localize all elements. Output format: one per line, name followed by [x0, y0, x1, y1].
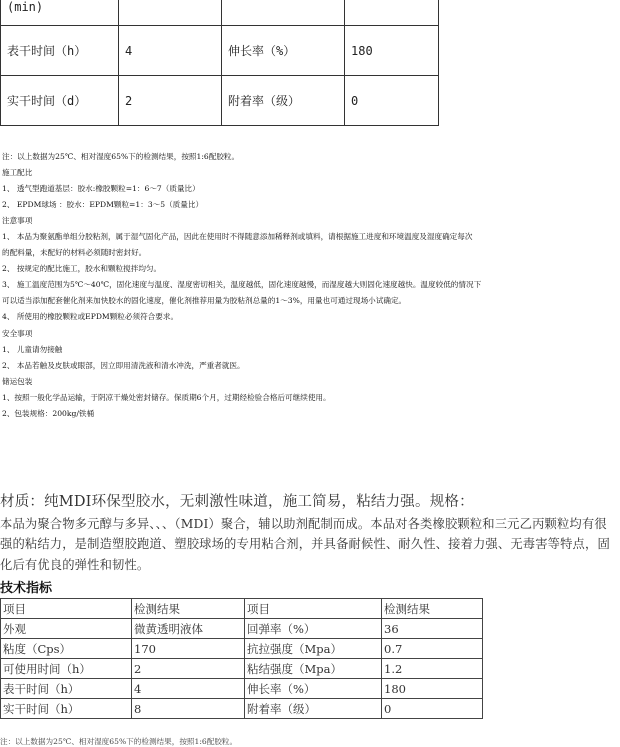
table-cell: 粘度（Cps） — [1, 639, 132, 659]
table-cell: 4 — [132, 679, 245, 699]
table-cell: 2 — [119, 76, 222, 126]
table-cell: 表干时间（h） — [1, 679, 132, 699]
note-line: 1、 本品为聚氨酯单组分胶粘剂，属于湿气固化产品，因此在使用时不得随意添加稀释剂或填料，请根据施工进度和环境温度及湿度确定每次 — [2, 232, 473, 242]
table-cell: 实干时间（d） — [1, 76, 119, 126]
table-row — [1, 679, 483, 699]
table-cell: 0.7 — [382, 639, 483, 659]
note-line: 4、 所使用的橡胶颗粒或EPDM颗粒必须符合要求。 — [2, 312, 179, 322]
table-cell: 可使用时间（h） — [1, 659, 132, 679]
cut-off-note: 注：以上数据为25℃、相对湿度65%下的检测结果，按照1:6配胶粒。 — [0, 737, 238, 746]
notes-block — [2, 149, 481, 422]
table-cell: 伸长率（%） — [245, 679, 382, 699]
table-cell: 项目 — [245, 599, 382, 619]
table-cell: 项目 — [1, 599, 132, 619]
note-line: 的配料量，未配好的材料必须随时密封好。 — [2, 248, 147, 258]
table-cell: 表干时间（h） — [1, 26, 119, 76]
table-cell: (min) — [1, 0, 119, 26]
table-row — [1, 699, 483, 719]
note-line: 储运包装 — [2, 376, 33, 386]
table-cell: 180 — [382, 679, 483, 699]
note-line: 1、 儿童请勿接触 — [2, 344, 63, 354]
note-line: 可以适当添加配套催化剂来加快胶水的固化速度，催化剂推荐用量为胶粘剂总量的1～3%，用量也可通过现场小试确定。 — [2, 296, 407, 306]
table-row — [1, 76, 439, 126]
table-row — [1, 619, 483, 639]
tech-spec-title: 技术指标 — [0, 581, 53, 596]
material-heading: 材质：纯MDI环保型胶水，无刺激性味道，施工简易，粘结力强。规格： — [0, 494, 474, 510]
table-cell: 伸长率（%） — [222, 26, 345, 76]
table-cell: 1.2 — [382, 659, 483, 679]
note-line: 2、 本品若触及皮肤或眼部，因立即用清洗液和清水冲洗，严重者就医。 — [2, 360, 245, 370]
table-cell: 170 — [132, 639, 245, 659]
table-cell: 实干时间（h） — [1, 699, 132, 719]
table-cell: 180 — [345, 26, 439, 76]
note-line: 2、 EPDM球场 ：胶水：EPDM颗粒=1：3～5（质量比） — [2, 200, 204, 210]
table-cell: 微黄透明液体 — [132, 619, 245, 639]
table-cell: 附着率（级） — [222, 76, 345, 126]
table-row — [1, 639, 483, 659]
table-cell: 抗拉强度（Mpa） — [245, 639, 382, 659]
table-cell: 4 — [119, 26, 222, 76]
table-cell: 附着率（级） — [245, 699, 382, 719]
table-cell — [345, 0, 439, 26]
table-cell: 0 — [345, 76, 439, 126]
note-line: 安全事项 — [2, 328, 33, 338]
note-line: 施工配比 — [2, 168, 33, 178]
product-description: 本品为聚合物多元醇与多异、、、（MDI）聚合，辅以助剂配制而成。本品对各类橡胶颗粒和三元乙丙颗粒均有很强的粘结力，是制造塑胶跑道、塑胶球场的专用粘合剂，并具备耐候性、耐久性、接着力强、无毒害等特点，固化后有优良的弹性和韧性。 — [0, 517, 610, 572]
note-line: 注：以上数据为25℃、相对湿度65%下的检测结果，按照1:6配胶粒。 — [2, 152, 240, 161]
table-cell: 粘结强度（Mpa） — [245, 659, 382, 679]
note-line: 1、 透气型跑道基层：胶水:橡胶颗粒=1：6～7（质量比） — [2, 184, 200, 194]
table-cell: 0 — [382, 699, 483, 719]
table-cell — [222, 0, 345, 26]
note-line: 1、按照一般化学品运输，于阴凉干燥处密封储存。保质期6个月，过期经检验合格后可继续使用。 — [2, 392, 331, 402]
table-cell: 检测结果 — [382, 599, 483, 619]
note-line: 2、 按规定的配比施工，胶水和颗粒搅拌均匀。 — [2, 264, 162, 274]
top-spec-table — [0, 0, 439, 126]
table-cell: 回弹率（%） — [245, 619, 382, 639]
note-line: 2、包装规格：200kg/铁桶 — [2, 408, 95, 418]
note-line: 注意事项 — [2, 216, 33, 226]
table-row — [1, 26, 439, 76]
table-cell: 检测结果 — [132, 599, 245, 619]
table-row — [1, 659, 483, 679]
tech-spec-table — [0, 598, 483, 719]
table-row — [1, 599, 483, 619]
table-cell: 36 — [382, 619, 483, 639]
table-cell: 外观 — [1, 619, 132, 639]
table-cell: 2 — [132, 659, 245, 679]
table-cell — [119, 0, 222, 26]
note-line: 3、 施工温度范围为5℃～40℃，固化速度与温度、湿度密切相关，温度越低，固化速度越慢，而湿度越大则固化速度越快。温度较低的情况下 — [2, 280, 482, 290]
table-cell: 8 — [132, 699, 245, 719]
table-row — [1, 0, 439, 26]
